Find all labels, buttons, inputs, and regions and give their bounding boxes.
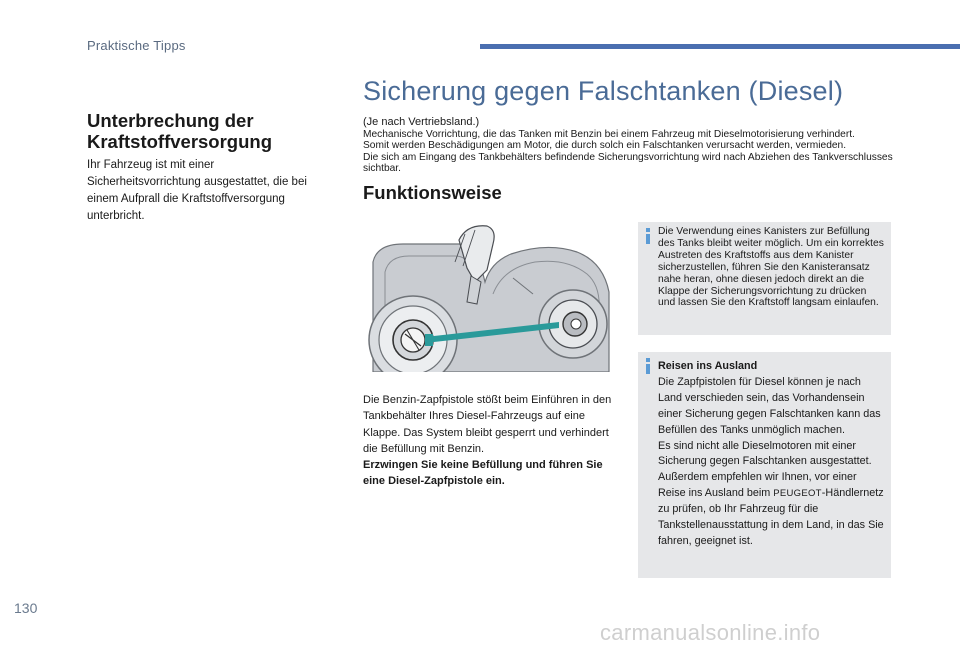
intro-line-country: (Je nach Vertriebsland.) xyxy=(363,116,480,128)
info-icon xyxy=(646,364,650,374)
info-box-travel-paragraph-1: Die Zapfpistolen für Diesel können je nach Land verschieden sein, das Vorhandensein einer Sicherung gegen Falschtanken kann das Befüllen des Tanks unmöglich machen. xyxy=(658,375,881,436)
page-number: 130 xyxy=(14,600,38,616)
fuel-cutoff-text: Ihr Fahrzeug ist mit einer Sicherheitsvorrichtung ausgestattet, die bei einem Aufprall die Kraftstoffversorgung unterbricht. xyxy=(87,159,307,222)
intro-line-damage: Somit werden Beschädigungen am Motor, die durch solch ein Falschtanken verursacht werden, vermieden. xyxy=(363,140,847,152)
info-box-canister xyxy=(638,222,891,335)
info-box-travel-heading: Reisen ins Ausland xyxy=(658,360,758,372)
intro-line-visibility: Die sich am Eingang des Tankbehälters befindende Sicherungsvorrichtung wird nach Abziehen des Tankverschlusses sichtbar. xyxy=(363,151,893,175)
info-box-travel-text-2: Es sind nicht alle Dieselmotoren mit einer Sicherung gegen Falschtanken ausgestattet. Außerdem empfehlen wir Ihnen, vor einer Reise ins Ausland beim xyxy=(658,439,872,500)
brand-name: PEUGEOT xyxy=(773,488,822,500)
info-box-travel-text-3: -Händlernetz zu prüfen, ob Ihr Fahrzeug für die Tankstellenausstattung in dem Land, in das Sie fahren, geeignet ist. xyxy=(658,487,884,547)
info-box-travel-abroad xyxy=(638,352,891,578)
function-warning: Erzwingen Sie keine Befüllung und führen Sie eine Diesel-Zapfpistole ein. xyxy=(363,459,603,488)
watermark: carmanualsonline.info xyxy=(600,620,821,645)
info-box-canister-text: Die Verwendung eines Kanisters zur Befüllung des Tanks bleibt weiter möglich. Um ein korrektes Austreten des Kraftstoffs aus dem Kanister sicherzustellen, führen Sie den Kanisteransatz nahe heran, ohne diesen jedoch direkt an die Klappe der Sicherungsvorrichtung zu drücken und lassen Sie den Kraftstoff langsam einlaufen. xyxy=(658,226,884,309)
fuel-filler-illustration xyxy=(363,222,621,372)
function-heading: Funktionsweise xyxy=(363,182,502,203)
function-text xyxy=(363,392,619,490)
intro-paragraph xyxy=(363,117,903,175)
info-box-travel-paragraph-2 xyxy=(658,439,886,550)
header-accent-bar xyxy=(480,44,960,49)
function-description: Die Benzin-Zapfpistole stößt beim Einführen in den Tankbehälter Ihres Diesel-Fahrzeugs auf eine Klappe. Das System bleibt gesperrt und verhindert die Befüllung mit Benzin. xyxy=(363,394,612,455)
info-icon xyxy=(646,234,650,244)
intro-line-description: Mechanische Vorrichtung, die das Tanken mit Benzin bei einem Fahrzeug mit Dieselmotorisierung verhindert. xyxy=(363,128,855,140)
page-title: Sicherung gegen Falschtanken (Diesel) xyxy=(363,76,844,106)
section-header-title: Praktische Tipps xyxy=(87,38,186,53)
fuel-cutoff-heading: Unterbrechung der Kraftstoffversorgung xyxy=(87,110,273,152)
info-box-travel-text xyxy=(658,359,886,550)
